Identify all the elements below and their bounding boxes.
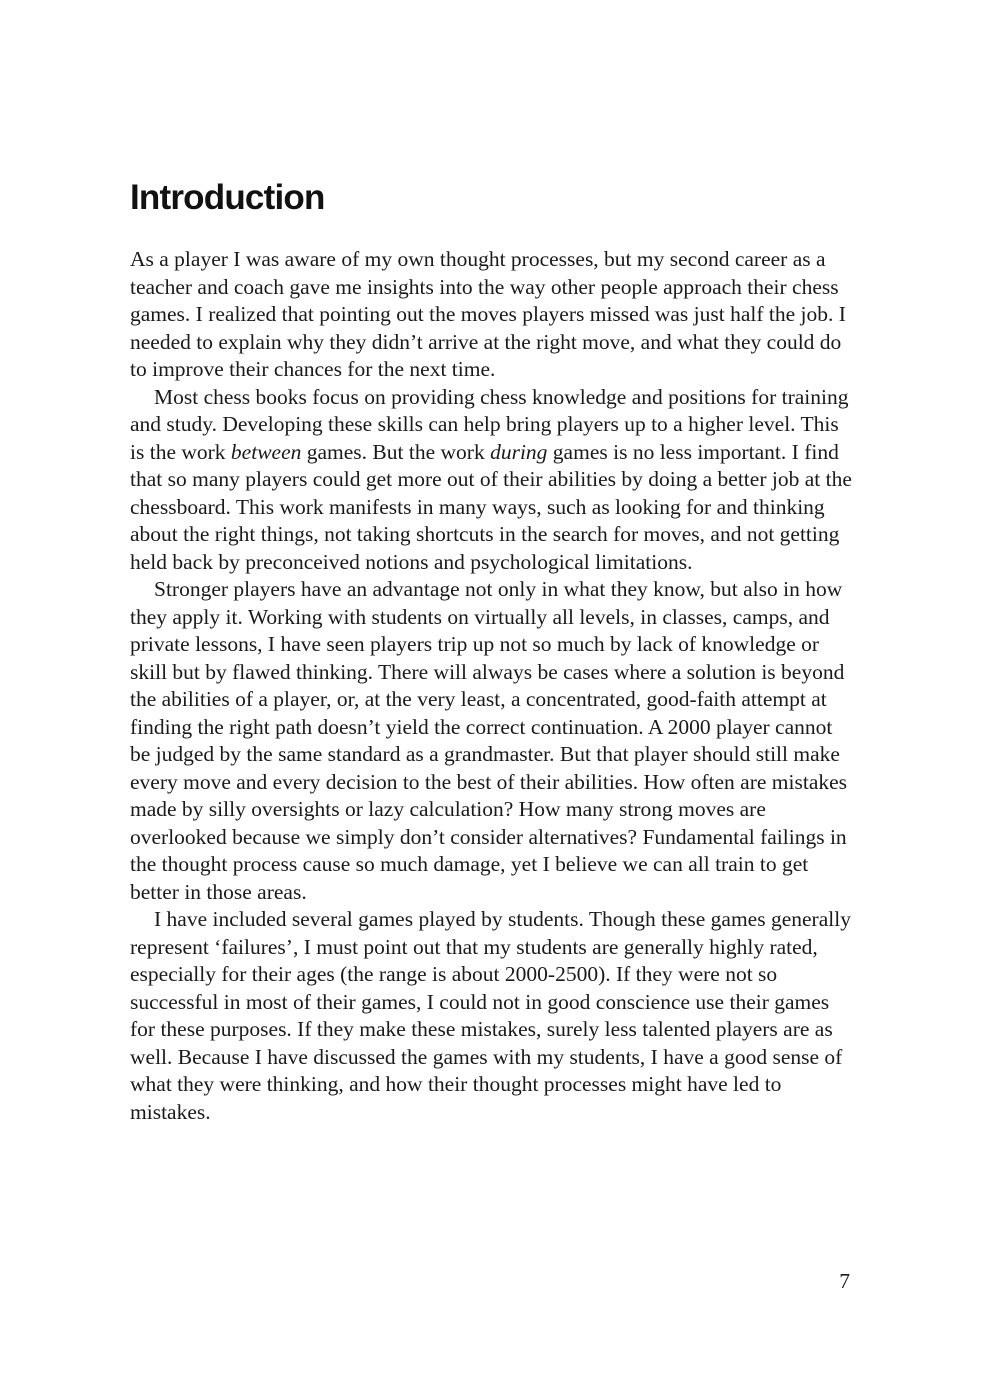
- text-segment: I have included several games played by students. Though these games generally represent ‘failures’, I must point out that my students are generally highly rated, especially for their ages (the range is about 2000-2500). If they were not so successful in most of their games, I could not in good conscience use their games for these purposes. If they make these mistakes, surely less talented players are as well. Because I have discussed the games with my students, I have a good sense of what they were thinking, and how their thought processes might have led to mistakes.: [130, 907, 851, 1124]
- text-segment: Most chess books focus on providing chess knowledge and positions for training and study. Developing these skills can help bring players up to a higher level. This is the work: [130, 384, 849, 464]
- emphasis-text: during: [490, 439, 548, 464]
- body-text: [130, 246, 858, 1126]
- chapter-title: Introduction: [130, 178, 325, 217]
- paragraph: [130, 906, 858, 1126]
- text-segment: games is no less important. I find that so many players could get more out of their abilities by doing a better job at the chessboard. This work manifests in many ways, such as looking for and thinking about the right things, not taking shortcuts in the search for moves, and not getting held back by preconceived notions and psychological limitations.: [130, 439, 852, 574]
- text-segment: Stronger players have an advantage not only in what they know, but also in how they apply it. Working with students on virtually all levels, in classes, camps, and private lessons, I have seen players trip up not so much by lack of knowledge or skill but by flawed thinking. There will always be cases where a solution is beyond the abilities of a player, or, at the very least, a concentrated, good-faith attempt at finding the right path doesn’t yield the correct continuation. A 2000 player cannot be judged by the same standard as a grandmaster. But that player should still make every move and every decision to the best of their abilities. How often are mistakes made by silly oversights or lazy calculation? How many strong moves are overlooked because we simply don’t consider alternatives? Fundamental failings in the thought process cause so much damage, yet I believe we can all train to get better in those areas.: [130, 577, 848, 904]
- text-segment: As a player I was aware of my own thought processes, but my second career as a teacher and coach gave me insights into the way other people approach their chess games. I realized that pointing out the moves players missed was just half the job. I needed to explain why they didn’t arrive at the right move, and what they could do to improve their chances for the next time.: [130, 247, 846, 381]
- page-number: 7: [839, 1269, 850, 1293]
- paragraph: [130, 246, 858, 384]
- paragraph: [130, 384, 858, 577]
- paragraph: [130, 576, 858, 906]
- emphasis-text: between: [230, 439, 302, 464]
- text-segment: games. But the work: [301, 439, 491, 464]
